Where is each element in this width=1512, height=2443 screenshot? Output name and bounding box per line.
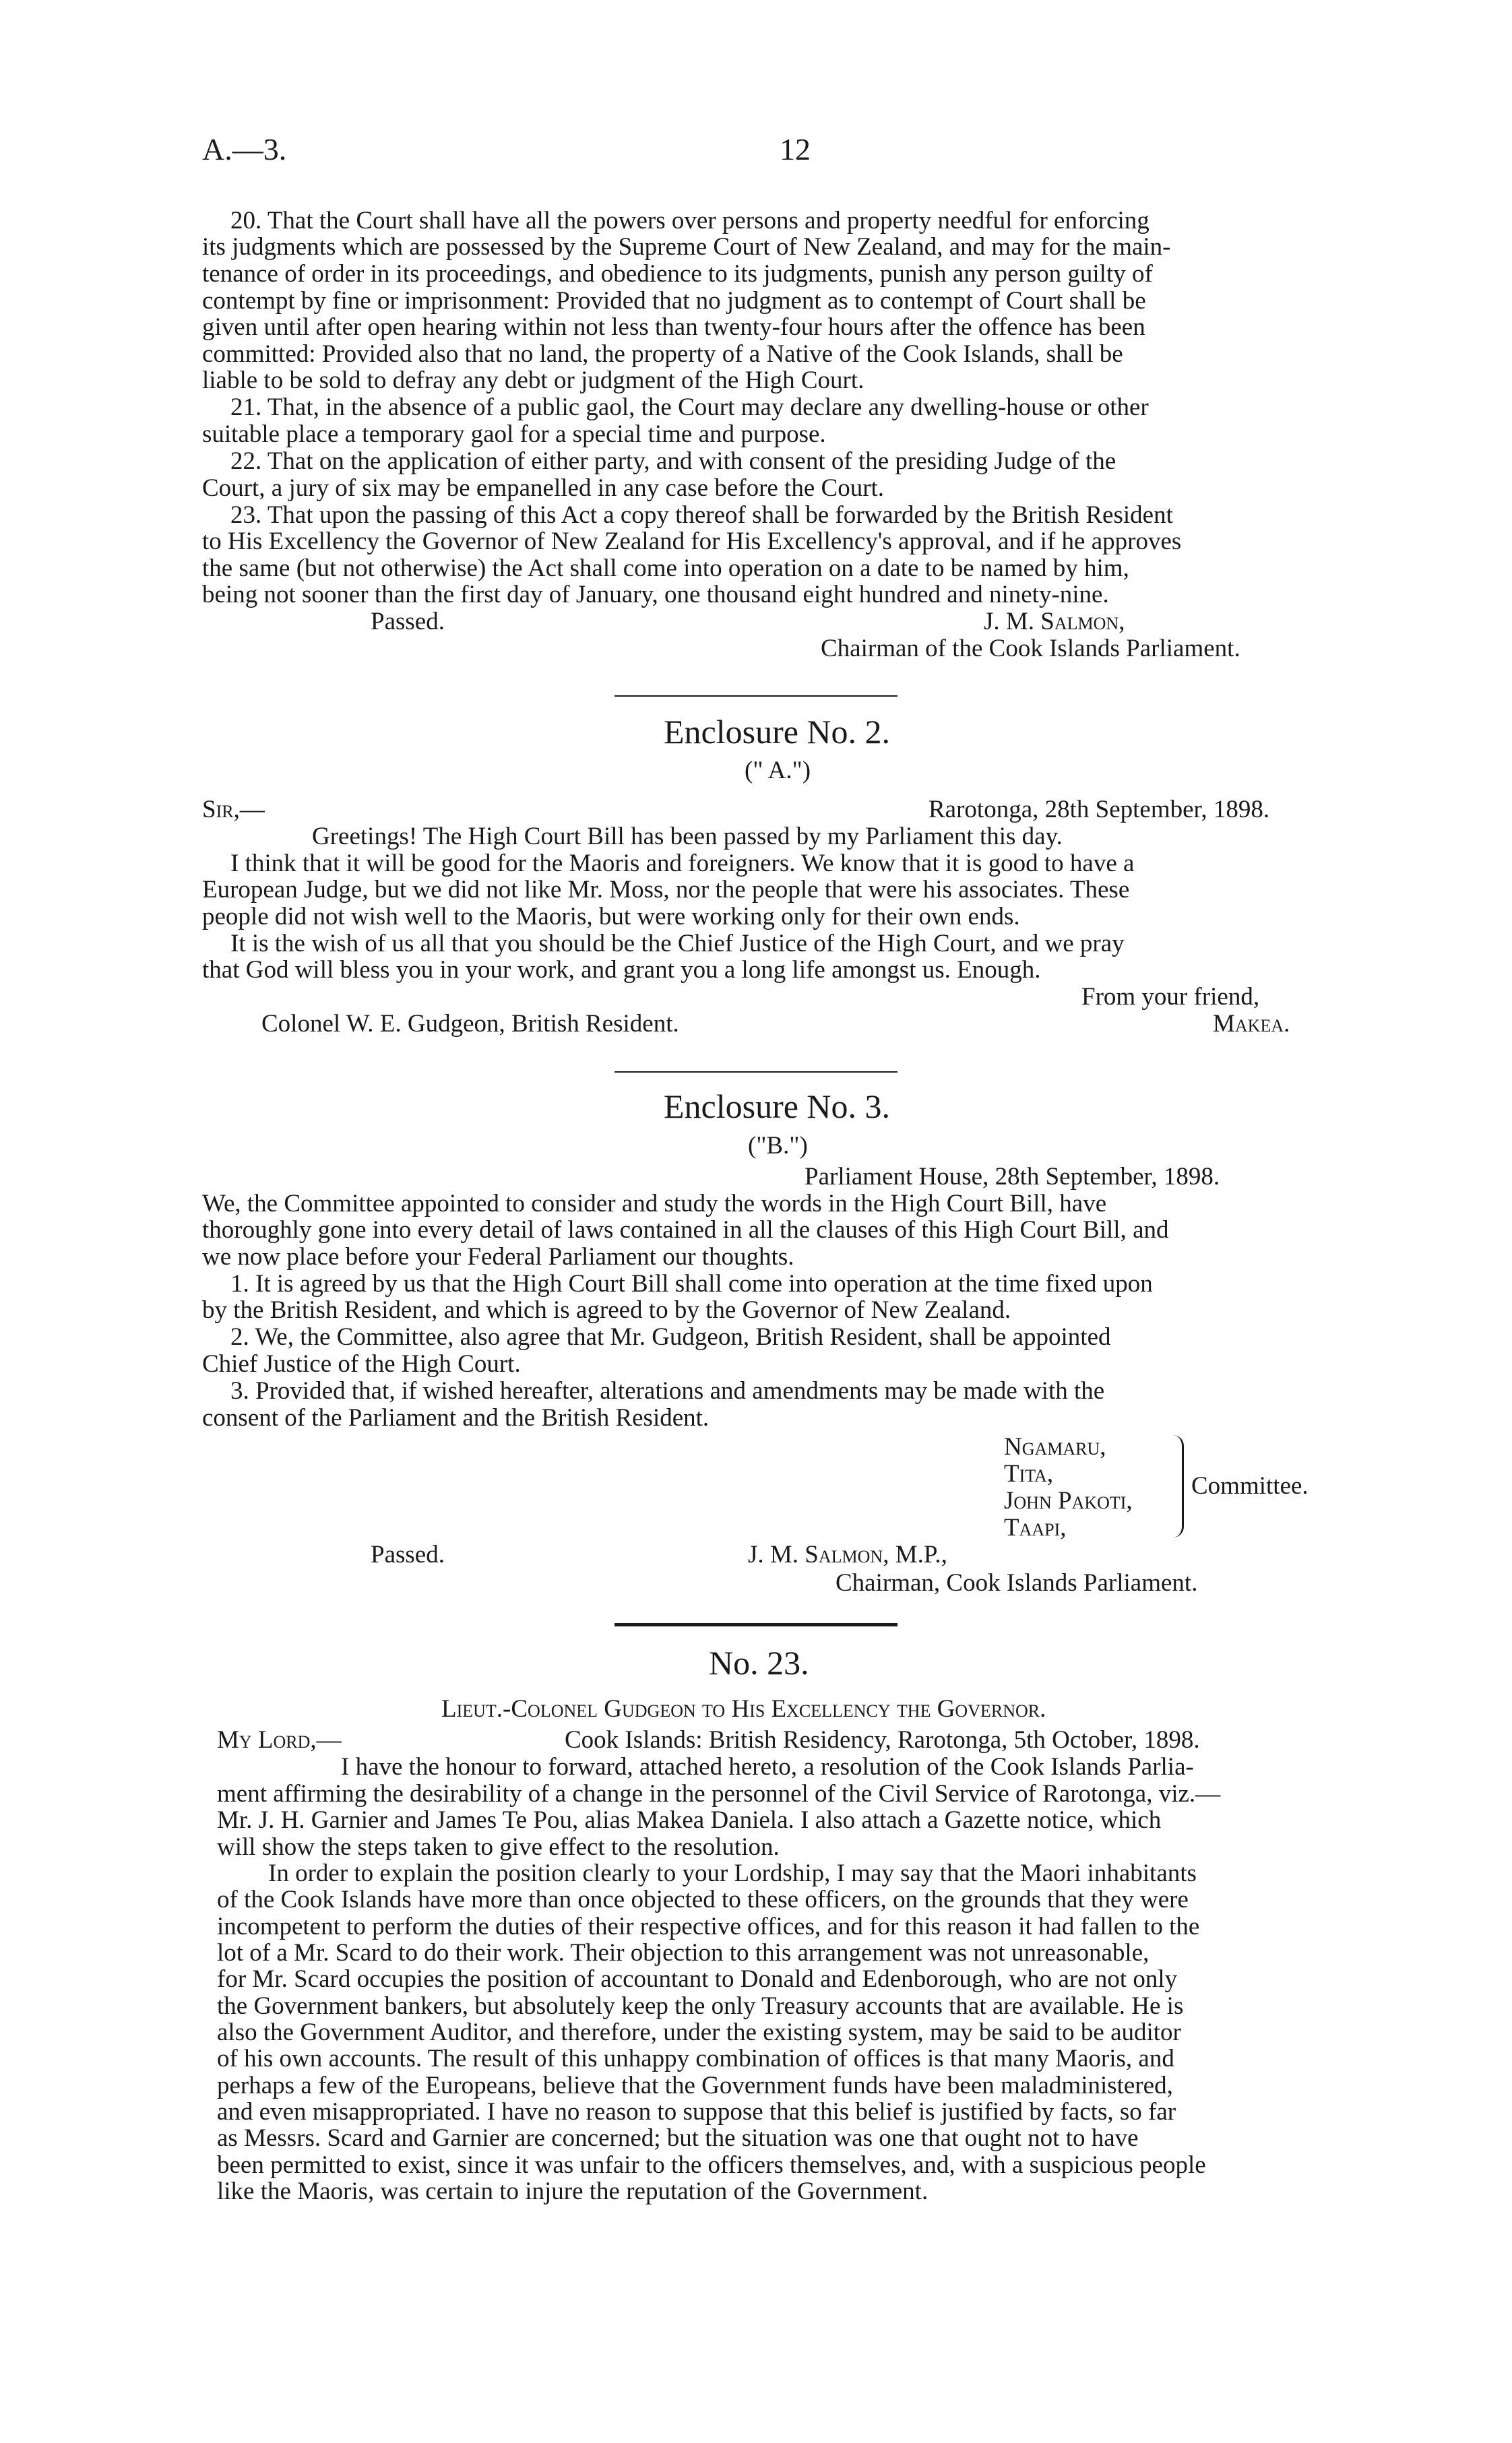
clause-22-line: 22. That on the application of either party, and with consent of the presiding Judge of the	[230, 447, 1116, 475]
enclosure-3-item-line: by the British Resident, and which is agreed to by the Governor of New Zealand.	[202, 1296, 1011, 1324]
committee-member: Ngamaru,	[1004, 1433, 1106, 1461]
enclosure-2-signature: Makea.	[1213, 1010, 1290, 1038]
enclosure-3-intro-line: We, the Committee appointed to consider and study the words in the High Court Bill, have	[202, 1190, 1107, 1217]
section-divider	[615, 1071, 897, 1073]
section-divider-heavy	[615, 1623, 897, 1626]
clause-20-line: 20. That the Court shall have all the powers over persons and property needful for enforcing	[230, 207, 1149, 234]
clause-23-line: the same (but not otherwise) the Act shall come into operation on a date to be named by him,	[202, 554, 1129, 582]
committee-member: John Pakoti,	[1004, 1487, 1133, 1515]
no23-subtitle: Lieut.-Colonel Gudgeon to His Excellency the Governor.	[441, 1695, 1046, 1723]
signatory-title: Chairman, Cook Islands Parliament.	[836, 1569, 1198, 1597]
clause-22-line: Court, a jury of six may be empanelled in any case before the Court.	[202, 474, 885, 502]
clause-20-line: contempt by fine or imprisonment: Provided that no judgment as to contempt of Court shall be	[202, 287, 1146, 315]
no23-para2-line: also the Government Auditor, and therefore, under the existing system, may be said to be auditor	[217, 2019, 1181, 2046]
no23-para1-line: will show the steps taken to give effect to the resolution.	[217, 1833, 780, 1861]
enclosure-3-item-line: consent of the Parliament and the British Resident.	[202, 1404, 710, 1432]
committee-brace	[1171, 1435, 1184, 1537]
enclosure-2-place-date: Rarotonga, 28th September, 1898.	[928, 796, 1270, 823]
no23-para2-line: lot of a Mr. Scard to do their work. Their objection to this arrangement was not unreasonable,	[217, 1939, 1149, 1967]
clause-20-line: committed: Provided also that no land, the property of a Native of the Cook Islands, shall be	[202, 340, 1123, 368]
enclosure-3-item-line: 1. It is agreed by us that the High Court Bill shall come into operation at the time fixed upon	[230, 1270, 1153, 1298]
enclosure-2-marker: (" A.")	[745, 757, 811, 784]
no23-para2-line: In order to explain the position clearly to your Lordship, I may say that the Maori inhabitants	[268, 1860, 1197, 1887]
clause-23-line: being not sooner than the first day of January, one thousand eight hundred and ninety-nine.	[202, 581, 1109, 608]
enclosure-3-intro-line: thoroughly gone into every detail of laws contained in all the clauses of this High Court Bill, and	[202, 1216, 1169, 1244]
enclosure-3-marker: ("B.")	[748, 1132, 808, 1160]
no23-para2-line: of his own accounts. The result of this unhappy combination of offices is that many Maoris, and	[217, 2045, 1174, 2072]
enclosure-2-body-line: I think that it will be good for the Maoris and foreigners. We know that it is good to have a	[230, 850, 1135, 877]
enclosure-2-body-line: It is the wish of us all that you should be the Chief Justice of the High Court, and we pray	[230, 930, 1125, 957]
no23-para2-line: the Government bankers, but absolutely keep the only Treasury accounts that are available. He is	[217, 1992, 1184, 2020]
clause-20-line: its judgments which are possessed by the Supreme Court of New Zealand, and may for the main-	[202, 233, 1171, 261]
enclosure-2-addressee: Colonel W. E. Gudgeon, British Resident.	[261, 1010, 679, 1038]
passed-label: Passed.	[371, 608, 445, 635]
no23-salutation: My Lord,—	[217, 1726, 342, 1754]
no23-para2-line: as Messrs. Scard and Garnier are concerned; but the situation was one that ought not to have	[217, 2124, 1139, 2152]
no23-para1-line: Mr. J. H. Garnier and James Te Pou, alias Makea Daniela. I also attach a Gazette notice, which	[217, 1806, 1162, 1834]
no23-para2-line: perhaps a few of the Europeans, believe that the Government funds have been maladministered,	[217, 2072, 1173, 2099]
enclosure-2-closing: From your friend,	[1081, 983, 1260, 1011]
committee-member: Tita,	[1004, 1460, 1054, 1488]
clause-20-line: given until after open hearing within not less than twenty-four hours after the offence has been	[202, 313, 1145, 341]
no23-place-date: Cook Islands: British Residency, Rarotonga, 5th October, 1898.	[565, 1726, 1200, 1754]
committee-label: Committee.	[1191, 1472, 1309, 1500]
no23-para2-line: and even misappropriated. I have no reason to suppose that this belief is justified by facts, so far	[217, 2098, 1176, 2126]
committee-member: Taapi,	[1004, 1514, 1067, 1542]
no23-para2-line: incompetent to perform the duties of their respective offices, and for this reason it had fallen to the	[217, 1913, 1200, 1940]
enclosure-2-body-line: Greetings! The High Court Bill has been passed by my Parliament this day.	[312, 823, 1063, 850]
enclosure-3-item-line: 2. We, the Committee, also agree that Mr. Gudgeon, British Resident, shall be appointed	[230, 1323, 1111, 1351]
clause-23-line: 23. That upon the passing of this Act a copy thereof shall be forwarded by the British Resident	[230, 501, 1173, 529]
enclosure-3-item-line: 3. Provided that, if wished hereafter, alterations and amendments may be made with the	[230, 1377, 1105, 1405]
no23-para1-line: ment affirming the desirability of a change in the personnel of the Civil Service of Rarotonga, viz.—	[217, 1780, 1221, 1808]
signatory-title: Chairman of the Cook Islands Parliament.	[821, 635, 1240, 662]
enclosure-2-salutation: Sir,—	[202, 796, 265, 823]
no23-para1-line: I have the honour to forward, attached hereto, a resolution of the Cook Islands Parlia-	[341, 1753, 1194, 1781]
enclosure-3-place-date: Parliament House, 28th September, 1898.	[805, 1163, 1220, 1191]
enclosure-2-body-line: people did not wish well to the Maoris, but were working only for their own ends.	[202, 903, 1020, 930]
no23-para2-line: for Mr. Scard occupies the position of accountant to Donald and Edenborough, who are not only	[217, 1965, 1178, 1993]
enclosure-3-title: Enclosure No. 3.	[664, 1087, 891, 1125]
signatory-name: J. M. Salmon,	[984, 608, 1125, 635]
enclosure-3-item-line: Chief Justice of the High Court.	[202, 1350, 521, 1378]
clause-21-line: 21. That, in the absence of a public gaol, the Court may declare any dwelling-house or other	[230, 393, 1149, 421]
no23-para2-line: like the Maoris, was certain to injure the reputation of the Government.	[217, 2178, 928, 2205]
clause-20-line: liable to be sold to defray any debt or judgment of the High Court.	[202, 367, 864, 394]
enclosure-3-intro-line: we now place before your Federal Parliament our thoughts.	[202, 1243, 794, 1271]
no23-para2-line: been permitted to exist, since it was unfair to the officers themselves, and, with a suspicious people	[217, 2151, 1206, 2179]
passed-label: Passed.	[371, 1541, 445, 1568]
page-number: 12	[780, 132, 811, 166]
series-label: A.—3.	[202, 132, 287, 166]
enclosure-2-body-line: European Judge, but we did not like Mr. Moss, nor the people that were his associates. These	[202, 876, 1130, 903]
no23-para2-line: of the Cook Islands have more than once objected to these officers, on the grounds that they were	[217, 1886, 1189, 1913]
clause-20-line: tenance of order in its proceedings, and obedience to its judgments, punish any person guilty of	[202, 260, 1153, 288]
clause-23-line: to His Excellency the Governor of New Zealand for His Excellency's approval, and if he approves	[202, 528, 1182, 555]
enclosure-2-title: Enclosure No. 2.	[664, 713, 891, 751]
section-divider	[615, 695, 897, 697]
clause-21-line: suitable place a temporary gaol for a special time and purpose.	[202, 420, 826, 448]
enclosure-2-body-line: that God will bless you in your work, and grant you a long life amongst us. Enough.	[202, 956, 1041, 984]
signatory-name: J. M. Salmon, M.P.,	[748, 1541, 947, 1568]
no23-title: No. 23.	[709, 1644, 809, 1682]
